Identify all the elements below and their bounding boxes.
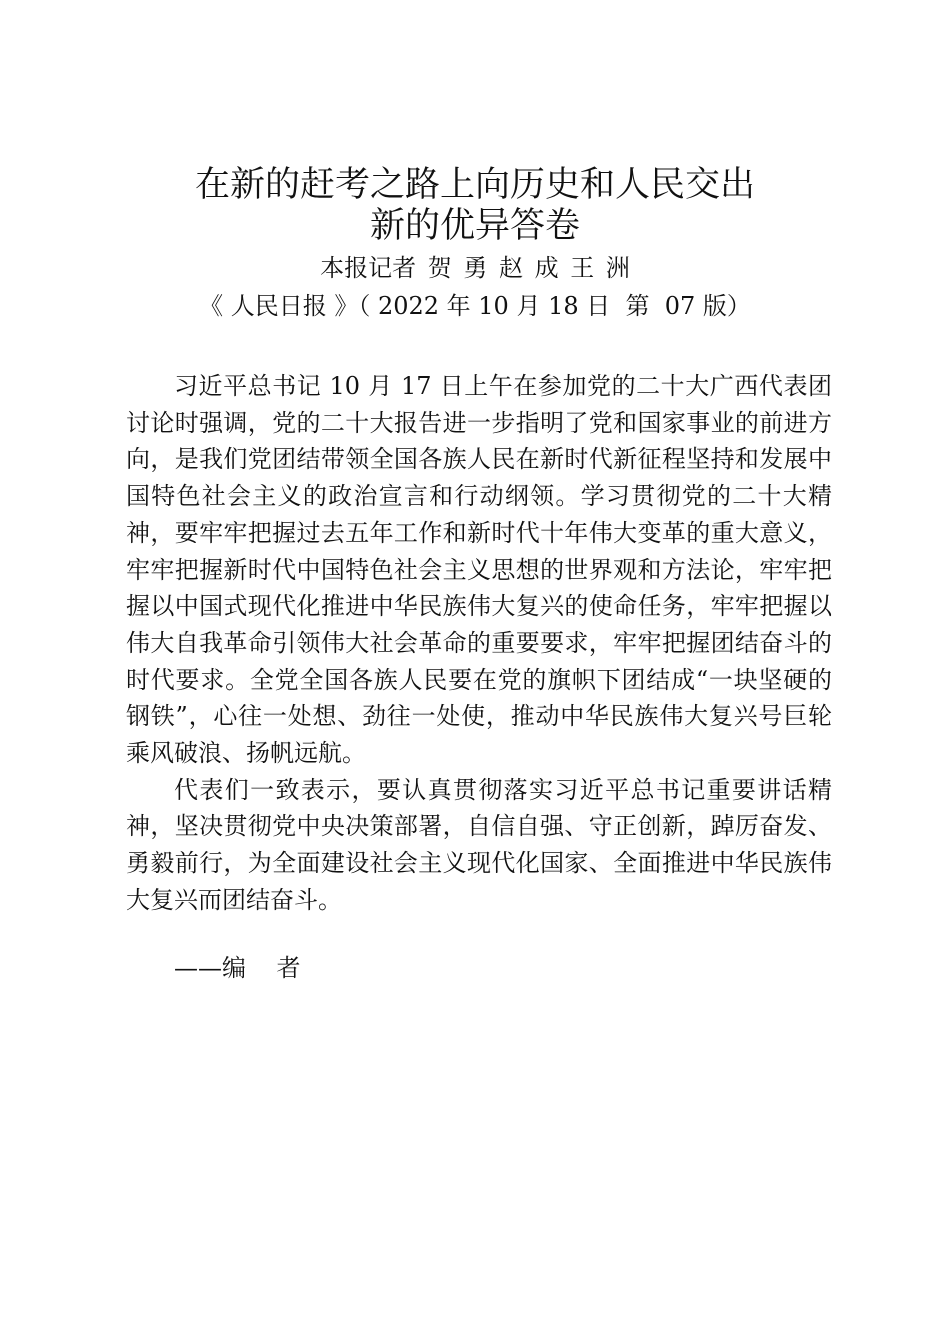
article-body [126, 368, 832, 919]
article-title-line-2: 新的优异答卷 [369, 206, 580, 246]
article-byline: 本报记者 贺 勇 赵 成 王 洲 [320, 254, 630, 282]
article-paragraph: 习近平总书记 10 月 17 日上午在参加党的二十大广西代表团讨论时强调，党的二十大报告进一步指明了党和国家事业的前进方向，是我们党团结带领全国各族人民在新时代新征程坚持和发展中国特色社会主义的政治宣言和行动纲领。学习贯彻党的二十大精神，要牢牢把握过去五年工作和新时代十年伟大变革的重大意义，牢牢把握新时代中国特色社会主义思想的世界观和方法论，牢牢把握以中国式现代化推进中华民族伟大复兴的使命任务，牢牢把握以伟大自我革命引领伟大社会革命的重要要求，牢牢把握团结奋斗的时代要求。全党全国各族人民要在党的旗帜下团结成“一块坚硬的钢铁”，心往一处想、劲往一处使，推动中华民族伟大复兴号巨轮乘风破浪、扬帆远航。 [126, 372, 832, 768]
editor-signature: ——编 者 [174, 954, 301, 982]
article-paragraph: 代表们一致表示，要认真贯彻落实习近平总书记重要讲话精神，坚决贯彻党中央决策部署，自信自强、守正创新，踔厉奋发、勇毅前行，为全面建设社会主义现代化国家、全面推进中华民族伟大复兴而团结奋斗。 [126, 775, 832, 914]
article-source: 《 人民日报 》（ 2022 年 10 月 18 日 第 07 版） [199, 292, 751, 320]
article-title-line-1: 在新的赶考之路上向历史和人民交出 [194, 165, 755, 205]
